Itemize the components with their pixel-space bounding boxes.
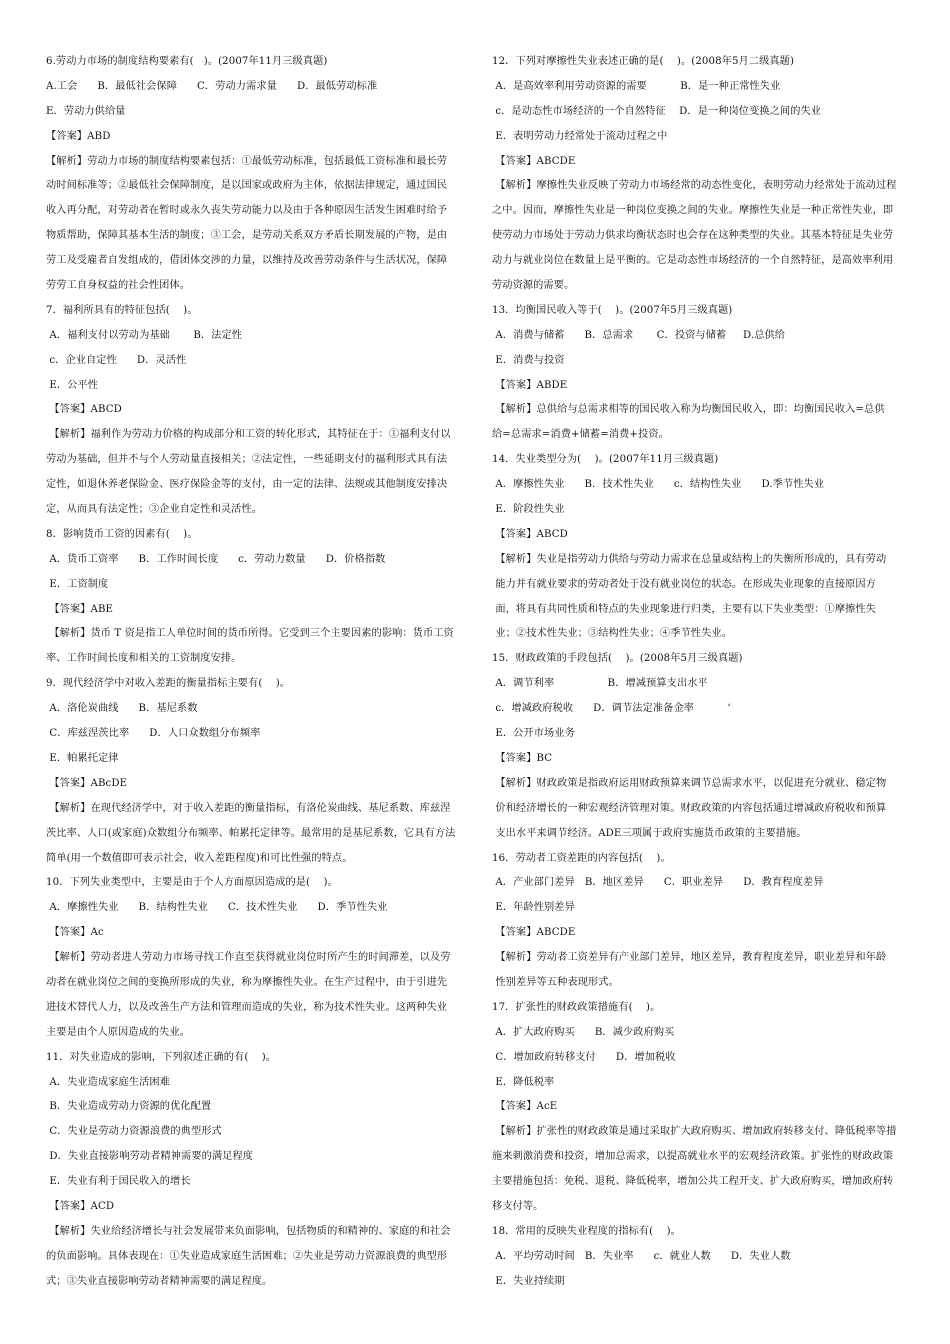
left-column-text-line: 动时间标准等；②最低社会保障制度，是以国家或政府为主体，依据法律规定，通过国民 <box>46 180 448 192</box>
left-column-text-line: A．福利支付以劳动为基础 B．法定性 <box>46 329 243 341</box>
right-column-text-line: 【解析】财政政策是指政府运用财政预算来调节总需求水平，以促进充分就业、稳定物 <box>492 777 887 789</box>
left-column-text-line: E．公平性 <box>46 379 99 391</box>
left-column-text-line: 【答案】Ac <box>46 927 104 939</box>
right-column-text-line: E．表明劳动力经常处于流动过程之中 <box>492 130 668 142</box>
right-column-text-line: E．失业持续期 <box>492 1275 565 1287</box>
left-column-text-line: 茨比率、人口(或家庭)众数组分布频率、帕累托定律等。最常用的是基尼系数，它具有方法 <box>46 827 456 839</box>
left-column-text-line: 劳劳工自身权益的社会性团体。 <box>46 280 191 292</box>
left-column-text-line: A.工会 B．最低社会保障 C．劳动力需求量 D．最低劳动标准 <box>46 80 378 92</box>
left-column-text-line: 主要是由个人原因造成的失业。 <box>46 1026 191 1038</box>
right-column-text-line: c．增减政府税收 D．调节法定准备金率 ‘ <box>492 703 731 715</box>
left-column-text-line: 【解析】福利作为劳动力价格的构成部分和工资的转化形式，其特征在于：①福利支付以 <box>46 429 451 441</box>
left-column-text-line: A．摩擦性失业 B．结构性失业 C．技术性失业 D．季节性失业 <box>46 902 388 914</box>
left-column-text-line: 定性，如退休养老保险金、医疗保险金等的支付，由一定的法律、法规或其他制度安排决 <box>46 479 448 491</box>
right-column-text-line: A．是高效率利用劳动资源的需要 B．是一种正常性失业 <box>492 80 781 92</box>
left-column-text-line: 【答案】ABE <box>46 603 114 615</box>
left-column-text-line: 11．对失业造成的影响，下列叙述正确的有( )。 <box>46 1051 277 1063</box>
left-column-text-line: 物质帮助，保障其基本生活的制度；③工会，是劳动关系双方矛盾长期发展的产物，是由 <box>46 230 448 242</box>
right-column-text-line: 之中。因而，摩擦性失业是一种岗位变换之间的失业。摩擦性失业是一种正常性失业，即 <box>492 205 894 217</box>
right-column-text-line: 【答案】BC <box>492 752 553 764</box>
right-column-text-line: 【答案】ABCDE <box>492 155 576 167</box>
left-column-text-line: A．洛伦炭曲线 B．基尼系数 <box>46 703 198 715</box>
left-column-text-line: C．失业是劳动力资源浪费的典型形式 <box>46 1126 222 1138</box>
right-column-text-line: E．公开市场业务 <box>492 728 575 740</box>
right-column-text-line: 12．下列对摩擦性失业表述正确的是( )。(2008年5月二级真题) <box>492 56 795 67</box>
left-column-text-line: 9．现代经济学中对收入差距的衡量指标主要有( )。 <box>46 678 291 690</box>
left-column-text-line: 【解析】货币 T 资是指工人单位时间的货币所得。它受到三个主要因素的影响：货币工资 <box>46 628 454 640</box>
left-column-text-line: 式；③失业直接影响劳动者精神需要的满足程度。 <box>46 1275 273 1287</box>
left-column-text-line: 【解析】在现代经济学中，对于收入差距的衡量指标，有洛伦炭曲线、基尼系数、库兹涅 <box>46 802 451 814</box>
right-column-text-line: 【答案】ABCDE <box>492 927 576 939</box>
left-column-text-line: 劳工及受雇者自发组成的，借团体交涉的力量，以维持及改善劳动条件与生活状况，保障 <box>46 255 448 267</box>
right-column-text-line: A．平均劳动时间 B．失业率 c．就业人数 D．失业人数 <box>492 1250 791 1262</box>
left-column-text-line: c．企业自定性 D．灵活性 <box>46 354 187 366</box>
left-column-text-line: 【解析】劳动者进人劳动力市场寻找工作直至获得就业岗位时所产生的时间滞差，以及劳 <box>46 952 451 964</box>
left-column-text-line: 的负面影响。具体表现在：①失业造成家庭生活困难；②失业是劳动力资源浪费的典型形 <box>46 1250 448 1262</box>
right-column-text-line: 【答案】ABCD <box>492 528 568 540</box>
right-column-text-line: 【解析】总供给与总需求相等的国民收入称为均衡国民收入，即：均衡国民收入=总供 <box>492 404 885 416</box>
right-column-text-line: 施来刺激消费和投资，增加总需求，以提高就业水平的宏观经济政策。扩张性的财政政策 <box>492 1151 894 1163</box>
left-column-text-line: 6.劳动力市场的制度结构要素有( )。(2007年11月三级真题) <box>46 56 328 67</box>
right-column-text-line: 价和经济增长的一种宏观经济管理对策。财政政策的内容包括通过增减政府税收和预算 <box>492 802 887 814</box>
left-column-text-line: 【解析】劳动力市场的制度结构要素包括：①最低劳动标准，包括最低工资标准和最长劳 <box>46 155 448 167</box>
right-column-text-line: 【答案】AcE <box>492 1101 558 1113</box>
right-column-text-line: 13．均衡国民收入等于( )。(2007年5月三级真题) <box>492 304 733 316</box>
right-column-text-line: E．消费与投资 <box>492 354 565 366</box>
left-column <box>46 50 464 1295</box>
right-column-text-line: 移支付等。 <box>492 1200 544 1212</box>
left-column-text-line: 进技术替代人力，以及改善生产方法和管理而造成的失业，称为技术性失业。这两种失业 <box>46 1001 448 1013</box>
right-column-text-line: 15．财政政策的手段包括( )。(2008年5月三级真题) <box>492 653 743 665</box>
right-column-text-line: 【答案】ABDE <box>492 379 568 391</box>
left-column-text-line: E．帕累托定律 <box>46 752 119 764</box>
right-column-text-line: 动力与就业岗位在数量上是平衡的。它是动态性市场经济的一个自然特征，是高效率利用 <box>492 255 894 267</box>
right-column-text-line: E．降低税率 <box>492 1076 555 1088</box>
left-column-text-line: 【答案】ABcDE <box>46 777 128 789</box>
right-column-text-line: 性别差异等五种表现形式。 <box>492 976 619 988</box>
right-column-text-line: 能力并有就业要求的劳动者处于没有就业岗位的状态。在形成失业现象的直接原因方 <box>492 578 876 590</box>
left-column-text-line: D．失业直接影响劳动者精神需要的满足程度 <box>46 1151 254 1163</box>
right-column-text-line: 劳动资源的需要。 <box>492 280 575 292</box>
left-column-text-line: E．失业有利于国民收入的增长 <box>46 1176 191 1188</box>
right-column-text-line: A．扩大政府购买 B．减少政府购买 <box>492 1026 675 1038</box>
right-column-text-line: 主要措施包括：免税、退税、降低税率，增加公共工程开支、扩大政府购买，增加政府转 <box>492 1176 894 1188</box>
right-column-text-line: 18．常用的反映失业程度的指标有( )。 <box>492 1225 681 1237</box>
right-column-text-line: C．增加政府转移支付 D．增加税收 <box>492 1051 676 1063</box>
left-column-text-line: E．劳动力供给量 <box>46 105 126 117</box>
left-column-text-line: 7．福利所具有的特征包括( )。 <box>46 304 198 316</box>
left-column-text-line: 率、工作时间长度和相关的工资制度安排。 <box>46 653 242 665</box>
right-column-text-line: 业；②技术性失业；③结构性失业；④季节性失业。 <box>492 628 732 640</box>
right-column-text-line: 17．扩张性的财政政策措施有( )。 <box>492 1001 661 1013</box>
right-column-text-line: E．年龄性别差异 <box>492 902 575 914</box>
right-column-text-line: 【解析】扩张性的财政政策是通过采取扩大政府购买、增加政府转移支付、降低税率等措 <box>492 1126 897 1138</box>
right-column-text-line: A．调节利率 B．增减预算支出水平 <box>492 678 708 690</box>
left-column-text-line: B．失业造成劳动力资源的优化配置 <box>46 1101 212 1113</box>
left-column-text-line: 收入再分配，对劳动者在暂时或永久丧失劳动能力以及由于各种原因生活发生困难时给予 <box>46 205 448 217</box>
right-column-text-line: 【解析】劳动者工资差异有产业部门差异，地区差异，教育程度差异，职业差异和年龄 <box>492 952 887 964</box>
left-column-text-line: E．工资制度 <box>46 578 109 590</box>
left-column-text-line: 动者在就业岗位之间的变换所形成的失业，称为摩擦性失业。在生产过程中，由于引进先 <box>46 976 448 988</box>
right-column-text-line: 使劳动力市场处于劳动力供求均衡状态时也会存在这种类型的失业。其基本特征是失业劳 <box>492 230 894 242</box>
left-column-text-line: 【答案】ABCD <box>46 404 122 416</box>
right-column-text-line: E．阶段性失业 <box>492 504 565 516</box>
left-column-text-line: A．货币工资率 B．工作时间长度 c．劳动力数量 D．价格指数 <box>46 553 386 565</box>
right-column-text-line: 给=总需求=消费+储蓄=消费+投资。 <box>492 429 669 441</box>
right-column-text-line: 【解析】摩擦性失业反映了劳动力市场经常的动态性变化，表明劳动力经常处于流动过程 <box>492 180 897 192</box>
right-column-text-line: c．是动态性市场经济的一个自然特征 D．是一种岗位变换之间的失业 <box>492 105 822 117</box>
right-column-text-line: 16．劳动者工资差距的内容包括( )。 <box>492 852 671 864</box>
left-column-text-line: 【答案】ABD <box>46 130 111 142</box>
right-column-text-line: A．摩擦性失业 B．技术性失业 c．结构性失业 D.季节性失业 <box>492 479 825 491</box>
left-column-text-line: 定，从而具有法定性；③企业自定性和灵活性。 <box>46 504 263 516</box>
right-column <box>492 50 910 1295</box>
left-column-text-line: C．库兹涅茨比率 D．人口众数组分布频率 <box>46 728 261 740</box>
left-column-text-line: A．失业造成家庭生活困难 <box>46 1076 170 1088</box>
left-column-text-line: 8．影响货币工资的因素有( )。 <box>46 528 198 540</box>
left-column-text-line: 10．下列失业类型中，主要是由于个人方面原因造成的是( )。 <box>46 877 338 889</box>
left-column-text-line: 简单(用一个数值即可表示社会，收入差距程度)和可比性强的特点。 <box>46 852 353 864</box>
left-column-text-line: 劳动为基础，但并不与个人劳动量直接相关；②法定性，一些延期支付的福利形式具有法 <box>46 454 448 466</box>
right-column-text-line: 【解析】失业是指劳动力供给与劳动力需求在总量或结构上的失衡所形成的，具有劳动 <box>492 553 887 565</box>
left-column-text-line: 【解析】失业给经济增长与社会发展带来负面影响，包括物质的和精神的、家庭的和社会 <box>46 1225 451 1237</box>
right-column-text-line: A．产业部门差异 B．地区差异 C．职业差异 D．教育程度差异 <box>492 877 824 889</box>
right-column-text-line: 14．失业类型分为( )。(2007年11月三级真题) <box>492 454 719 466</box>
right-column-text-line: 支出水平来调节经济。ADE三项属于政府实施货币政策的主要措施。 <box>492 827 807 839</box>
right-column-text-line: A．消费与储蓄 B．总需求 C．投资与储蓄 D.总供给 <box>492 329 786 341</box>
right-column-text-line: 面，将具有共同性质和特点的失业现象进行归类，主要有以下失业类型：①摩擦性失 <box>492 603 876 615</box>
left-column-text-line: 【答案】ACD <box>46 1200 115 1212</box>
